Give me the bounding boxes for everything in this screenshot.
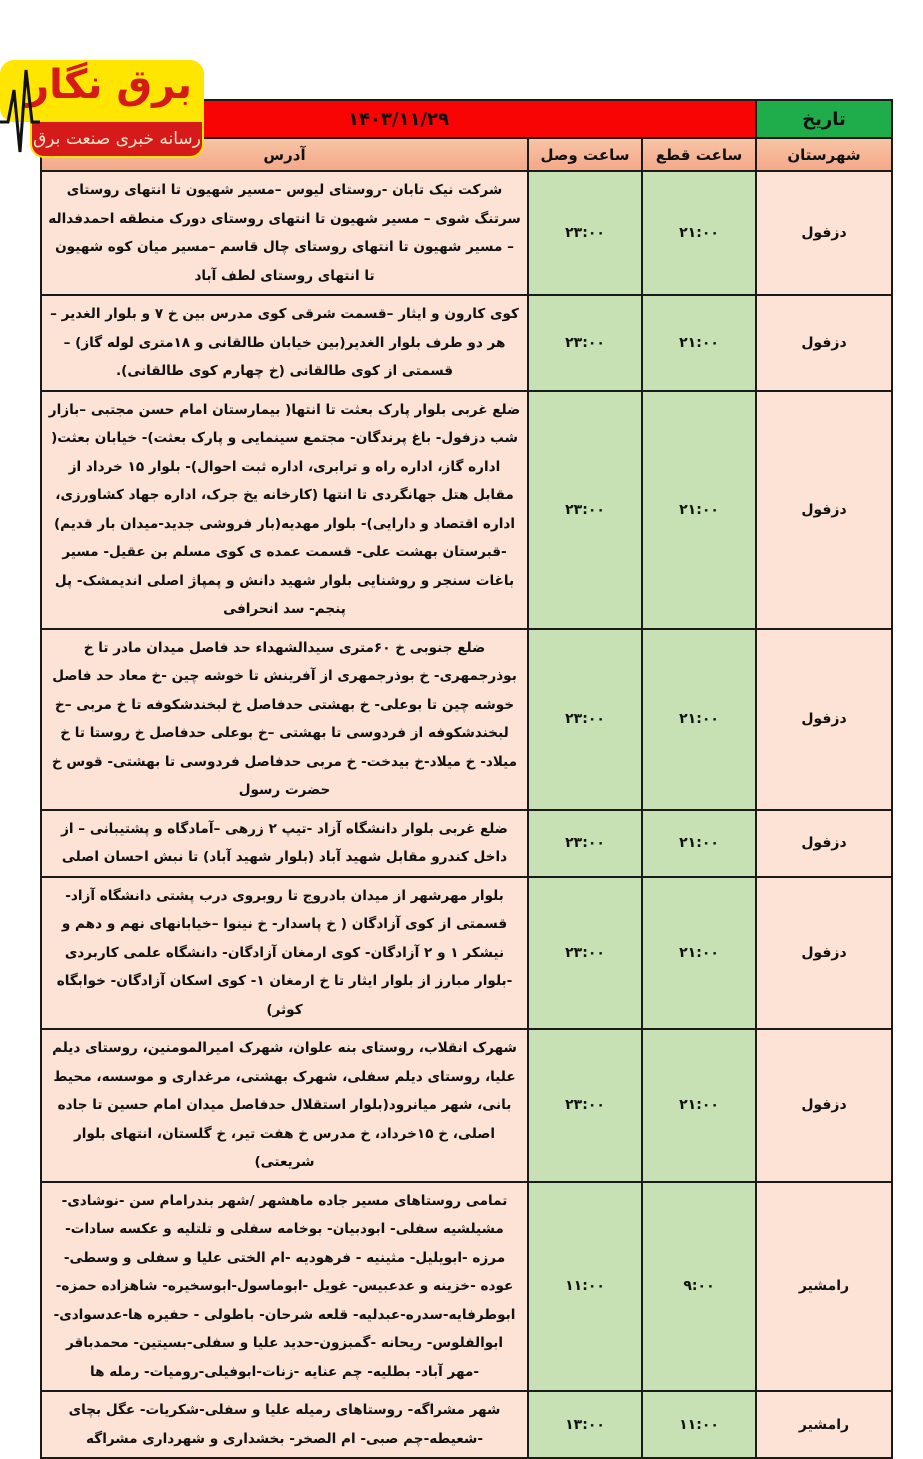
address-cell: تمامی روستاهای مسیر جاده ماهشهر /شهر بندرامام سن -نوشادی- مشیلشیه سفلی- ابودبیان- بوخامه سفلی و تلتلیه و عکسه سادات- مرزه -ابویلیل- مثینیه - فرهودیه -ام الختی علیا و سفلی و وسطی- عوده -خزینه و عدعبیس- غویل -ابوماسول-ابوسخیره- شاهزاده حمزه-ابوطرفایه-سدره-عبدلیه- قلعه شرحان- باطولی - حفیره ها-عدسوادی- ابوالفلوس- ریحانه -گمبزون-حدید علیا و سفلی-بسیتین- محمدباقر -مهر آباد- بطلیه- چم عنایه -زنات-ابوفیلی-رومیات- رمله ها [41, 1182, 528, 1392]
table-row [41, 877, 892, 1030]
reconnect-time-cell: ۱۳:۰۰ [528, 1391, 642, 1458]
city-cell: رامشیر [756, 1391, 892, 1458]
table-row [41, 391, 892, 629]
cut-time-cell: ۲۱:۰۰ [642, 1029, 756, 1182]
table-row [41, 629, 892, 810]
address-cell: ضلع غربی بلوار دانشگاه آزاد -تیپ ۲ زرهی –آمادگاه و پشتیبانی – از داخل کندرو مقابل شهید آباد (بلوار شهید آباد) تا نبش احسان اصلی [41, 810, 528, 877]
column-header-reconnect-time: ساعت وصل [528, 138, 642, 171]
date-value: ۱۴۰۳/۱۱/۲۹ [41, 100, 756, 138]
table-row [41, 171, 892, 295]
table-row [41, 1182, 892, 1392]
column-header-city: شهرستان [756, 138, 892, 171]
table-row [41, 810, 892, 877]
table-row [41, 295, 892, 391]
city-cell: دزفول [756, 629, 892, 810]
reconnect-time-cell: ۲۳:۰۰ [528, 810, 642, 877]
cut-time-cell: ۲۱:۰۰ [642, 810, 756, 877]
column-header-cut-time: ساعت قطع [642, 138, 756, 171]
reconnect-time-cell: ۲۳:۰۰ [528, 629, 642, 810]
outage-schedule-table [40, 99, 893, 1459]
city-cell: دزفول [756, 877, 892, 1030]
address-cell: شرکت نیک تابان -روستای لیوس –مسیر شهیون تا انتهای روستای سرتنگ شوی – مسیر شهیون تا انتهای روستای دورک منطقه احمدفداله – مسیر شهیون تا انتهای روستای چال قاسم –مسیر میان کوه شهیون تا انتهای روستای لطف آباد [41, 171, 528, 295]
brand-logo [0, 60, 204, 160]
city-cell: دزفول [756, 1029, 892, 1182]
address-cell: شهر مشراگه- روستاهای رمیله علیا و سفلی-شکریات- عگل بچای -شعیطه-چم صبی- ام الصخر- بخشداری و شهرداری مشراگه [41, 1391, 528, 1458]
city-cell: دزفول [756, 171, 892, 295]
reconnect-time-cell: ۱۱:۰۰ [528, 1182, 642, 1392]
reconnect-time-cell: ۲۳:۰۰ [528, 877, 642, 1030]
city-cell: رامشیر [756, 1182, 892, 1392]
city-cell: دزفول [756, 810, 892, 877]
cut-time-cell: ۹:۰۰ [642, 1182, 756, 1392]
cut-time-cell: ۲۱:۰۰ [642, 391, 756, 629]
address-cell: کوی کارون و ایثار –قسمت شرقی کوی مدرس بین خ ۷ و بلوار الغدیر –هر دو طرف بلوار الغدیر(بین خیابان طالقانی و ۱۸متری لوله گاز) –قسمتی از کوی طالقانی (خ چهارم کوی طالقانی). [41, 295, 528, 391]
logo-title: برق نگار [26, 62, 192, 108]
column-header-address: آدرس [41, 138, 528, 171]
date-label: تاریخ [756, 100, 892, 138]
city-cell: دزفول [756, 295, 892, 391]
table-row [41, 1029, 892, 1182]
cut-time-cell: ۱۱:۰۰ [642, 1391, 756, 1458]
cut-time-cell: ۲۱:۰۰ [642, 629, 756, 810]
address-cell: شهرک انقلاب، روستای بنه علوان، شهرک امیرالمومنین، روستای دیلم علیا، روستای دیلم سفلی، شهرک بهشتی، مرغداری و موسسه، محیط بانی، شهر میانرود(بلوار استقلال حدفاصل میدان امام حسین تا جاده اصلی، خ ۱۵خرداد، خ مدرس خ هفت تیر، خ گلستان، انتهای بلوار شریعتی) [41, 1029, 528, 1182]
logo-subtitle-block [30, 122, 204, 158]
cut-time-cell: ۲۱:۰۰ [642, 171, 756, 295]
address-cell: بلوار مهرشهر از میدان بادروج تا روبروی درب پشتی دانشگاه آزاد- قسمتی از کوی آزادگان ( خ پاسدار- خ نینوا –خیابانهای نهم و دهم و نیشکر ۱ و ۲ آزادگان- کوی ارمغان آزادگان- دانشگاه علمی کاربردی -بلوار مبارز از بلوار ایثار تا خ ارمغان ۱- کوی اسکان آزادگان- خوابگاه کوثر) [41, 877, 528, 1030]
reconnect-time-cell: ۲۳:۰۰ [528, 171, 642, 295]
cut-time-cell: ۲۱:۰۰ [642, 295, 756, 391]
address-cell: ضلع غربی بلوار پارک بعثت تا انتها( بیمارستان امام حسن مجتبی –بازار شب دزفول- باغ پرندگان- مجتمع سینمایی و پارک بعثت)- خیابان بعثت( اداره گاز، اداره راه و ترابری، اداره ثبت احوال)- بلوار ۱۵ خرداد از مقابل هتل جهانگردی تا انتها (کارخانه یخ جرک، اداره جهاد کشاورزی، اداره اقتصاد و دارایی)- بلوار مهدیه(بار فروشی جدید-میدان بار قدیم) -قبرستان بهشت علی- قسمت عمده ی کوی مسلم بن عقیل- مسیر باغات سنجر و روشنایی بلوار شهید دانش و پمپاژ اصلی اندیمشک- پل پنجم- سد انحرافی [41, 391, 528, 629]
reconnect-time-cell: ۲۳:۰۰ [528, 1029, 642, 1182]
address-cell: ضلع جنوبی خ ۶۰متری سیدالشهداء حد فاصل میدان مادر تا خ بوذرجمهری- خ بوذرجمهری از آفرینش تا خوشه چین -خ معاد حد فاصل خوشه چین تا بوعلی- خ بهشتی حدفاصل خ لبخندشکوفه تا خ مربی –خ لبخندشکوفه از فردوسی تا بهشتی –خ بوعلی حدفاصل خ روستا تا خ میلاد- خ میلاد-خ بیدخت- خ مربی حدفاصل فردوسی تا بهشتی- قوس خ حضرت رسول [41, 629, 528, 810]
reconnect-time-cell: ۲۳:۰۰ [528, 295, 642, 391]
reconnect-time-cell: ۲۳:۰۰ [528, 391, 642, 629]
city-cell: دزفول [756, 391, 892, 629]
table-row [41, 1391, 892, 1458]
cut-time-cell: ۲۱:۰۰ [642, 877, 756, 1030]
logo-subtitle: رسانه خبری صنعت برق [33, 129, 201, 149]
pulse-icon [0, 60, 40, 160]
